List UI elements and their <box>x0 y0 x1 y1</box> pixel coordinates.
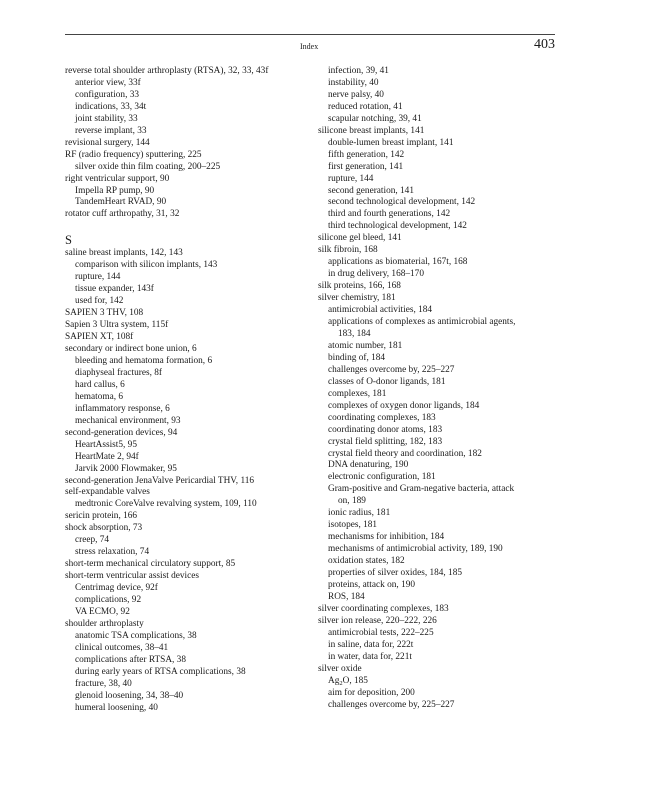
index-subentry: properties of silver oxides, 184, 185 <box>328 568 463 579</box>
index-entry: Sapien 3 Ultra system, 115f <box>65 320 169 331</box>
index-entry: silk fibroin, 168 <box>318 245 378 256</box>
index-subentry: applications as biomaterial, 167t, 168 <box>328 257 468 268</box>
index-entry: revisional surgery, 144 <box>65 137 150 148</box>
index-subentry: proteins, attack on, 190 <box>328 579 416 590</box>
index-subentry: antimicrobial activities, 184 <box>328 305 433 316</box>
page-number: 403 <box>534 37 555 52</box>
index-subentry: rupture, 144 <box>75 272 121 283</box>
index-subentry: fracture, 38, 40 <box>75 678 132 689</box>
index-subentry: in saline, data for, 222t <box>328 639 414 650</box>
index-subentry: electronic configuration, 181 <box>328 472 436 483</box>
index-entry: RF (radio frequency) sputtering, 225 <box>65 149 202 160</box>
index-subentry: stress relaxation, 74 <box>75 547 150 558</box>
index-subentry-ag2o <box>318 676 560 688</box>
index-subentry: binding of, 184 <box>328 352 386 363</box>
index-subentry: Centrimag device, 92f <box>75 583 158 594</box>
index-subentry: applications of complexes as antimicrobial agents, <box>328 317 516 328</box>
header-rule <box>65 34 555 35</box>
index-subentry: bleeding and hematoma formation, 6 <box>75 355 213 366</box>
index-subentry: hematoma, 6 <box>75 391 124 402</box>
index-subentry: creep, 74 <box>75 535 110 546</box>
index-subentry: hard callus, 6 <box>75 379 125 390</box>
ag2o-rest: O, 185 <box>342 675 368 686</box>
running-head: Index <box>300 42 319 51</box>
index-column-right <box>318 66 560 711</box>
index-entry: silicone breast implants, 141 <box>318 125 425 136</box>
index-subentry: complications, 92 <box>75 595 142 606</box>
index-subentry: HeartMate 2, 94f <box>75 451 139 462</box>
index-entry: SAPIEN 3 THV, 108 <box>65 308 144 319</box>
index-subentry: isotopes, 181 <box>328 520 378 531</box>
index-subentry: instability, 40 <box>328 77 379 88</box>
index-subentry: ionic radius, 181 <box>328 508 391 519</box>
index-subentry: aim for deposition, 200 <box>328 687 415 698</box>
index-entry: short-term ventricular assist devices <box>65 571 199 582</box>
index-subentry: Impella RP pump, 90 <box>75 185 155 196</box>
index-subentry: fifth generation, 142 <box>328 149 405 160</box>
section-letter: S <box>65 233 72 248</box>
index-subentry: silver oxide thin film coating, 200–225 <box>75 161 221 172</box>
index-subentry: reduced rotation, 41 <box>328 101 403 112</box>
index-subentry: second technological development, 142 <box>328 197 476 208</box>
index-subentry: atomic number, 181 <box>328 340 403 351</box>
index-subentry: antimicrobial tests, 222–225 <box>328 627 434 638</box>
index-subentry: glenoid loosening, 34, 38–40 <box>75 690 184 701</box>
index-subentry: used for, 142 <box>75 296 124 307</box>
index-subentry: Jarvik 2000 Flowmaker, 95 <box>75 463 177 474</box>
index-entry: reverse total shoulder arthroplasty (RTSA), 32, 33, 43f <box>65 66 269 76</box>
index-subentry: coordinating donor atoms, 183 <box>328 424 443 435</box>
section-gap <box>65 221 307 233</box>
index-subentry: mechanical environment, 93 <box>75 415 181 426</box>
index-column-left <box>65 66 307 715</box>
index-subentry: DNA denaturing, 190 <box>328 460 409 471</box>
index-subentry: joint stability, 33 <box>75 113 138 124</box>
index-subentry: comparison with silicon implants, 143 <box>75 260 218 271</box>
index-subentry: challenges overcome by, 225–227 <box>328 699 455 710</box>
index-subentry-continuation: 183, 184 <box>338 328 371 339</box>
index-subentry: nerve palsy, 40 <box>328 89 384 100</box>
index-subentry: coordinating complexes, 183 <box>328 412 436 423</box>
index-subentry: humeral loosening, 40 <box>75 702 158 713</box>
index-entry: second-generation devices, 94 <box>65 427 178 438</box>
index-subentry: in drug delivery, 168–170 <box>328 269 424 280</box>
index-subentry: infection, 39, 41 <box>328 66 389 76</box>
index-subentry: TandemHeart RVAD, 90 <box>75 197 167 208</box>
index-entry: silver chemistry, 181 <box>318 293 396 304</box>
index-subentry: complications after RTSA, 38 <box>75 654 186 665</box>
index-subentry: medtronic CoreValve revalving system, 109, 110 <box>75 499 257 510</box>
index-subentry: first generation, 141 <box>328 161 404 172</box>
index-subentry: complexes of oxygen donor ligands, 184 <box>328 400 480 411</box>
index-subentry: reverse implant, 33 <box>75 125 147 136</box>
index-subentry: third technological development, 142 <box>328 221 467 232</box>
index-subentry: third and fourth generations, 142 <box>328 209 451 220</box>
index-entry: silk proteins, 166, 168 <box>318 281 401 292</box>
index-entry: shoulder arthroplasty <box>65 618 144 629</box>
index-subentry: crystal field splitting, 182, 183 <box>328 436 443 447</box>
index-subentry: HeartAssist5, 95 <box>75 439 137 450</box>
index-subentry: crystal field theory and coordination, 182 <box>328 448 482 459</box>
index-subentry: oxidation states, 182 <box>328 556 405 567</box>
index-subentry: tissue expander, 143f <box>75 284 154 295</box>
ag2o-base: Ag <box>328 675 340 686</box>
index-entry: silicone gel bleed, 141 <box>318 233 402 244</box>
index-subentry: challenges overcome by, 225–227 <box>328 364 455 375</box>
index-entry: shock absorption, 73 <box>65 523 143 534</box>
index-subentry: anterior view, 33f <box>75 77 141 88</box>
index-subentry: inflammatory response, 6 <box>75 403 170 414</box>
index-subentry: classes of O-donor ligands, 181 <box>328 376 446 387</box>
index-subentry-continuation: on, 189 <box>338 496 366 507</box>
index-entry: silver ion release, 220–222, 226 <box>318 615 437 626</box>
index-entry: rotator cuff arthropathy, 31, 32 <box>65 209 180 220</box>
index-subentry: indications, 33, 34t <box>75 101 147 112</box>
index-subentry: double-lumen breast implant, 141 <box>328 137 454 148</box>
index-entry: sericin protein, 166 <box>65 511 138 522</box>
index-subentry: ROS, 184 <box>328 591 365 602</box>
index-entry: right ventricular support, 90 <box>65 173 170 184</box>
index-subentry: VA ECMO, 92 <box>75 606 130 617</box>
index-entry: short-term mechanical circulatory support, 85 <box>65 559 236 570</box>
index-subentry: mechanisms of antimicrobial activity, 189, 190 <box>328 544 503 555</box>
index-subentry: in water, data for, 221t <box>328 651 412 662</box>
index-subentry: complexes, 181 <box>328 388 387 399</box>
index-entry: second-generation JenaValve Pericardial THV, 116 <box>65 475 255 486</box>
index-subentry: configuration, 33 <box>75 89 140 100</box>
index-subentry: anatomic TSA complications, 38 <box>75 630 197 641</box>
index-entry: self-expandable valves <box>65 487 150 498</box>
index-subentry: mechanisms for inhibition, 184 <box>328 532 445 543</box>
ag2o-subscript: 2 <box>339 679 343 687</box>
index-subentry: clinical outcomes, 38–41 <box>75 642 169 653</box>
index-subentry: Gram-positive and Gram-negative bacteria, attack <box>328 484 515 495</box>
index-subentry: diaphyseal fractures, 8f <box>75 367 162 378</box>
index-entry: SAPIEN XT, 108f <box>65 332 134 343</box>
index-subentry: during early years of RTSA complications, 38 <box>75 666 246 677</box>
index-subentry: rupture, 144 <box>328 173 374 184</box>
index-entry: silver oxide <box>318 663 362 674</box>
index-subentry: scapular notching, 39, 41 <box>328 113 422 124</box>
index-entry: secondary or indirect bone union, 6 <box>65 344 197 355</box>
index-entry: silver coordinating complexes, 183 <box>318 603 449 614</box>
index-subentry: second generation, 141 <box>328 185 414 196</box>
index-entry: saline breast implants, 142, 143 <box>65 248 183 259</box>
